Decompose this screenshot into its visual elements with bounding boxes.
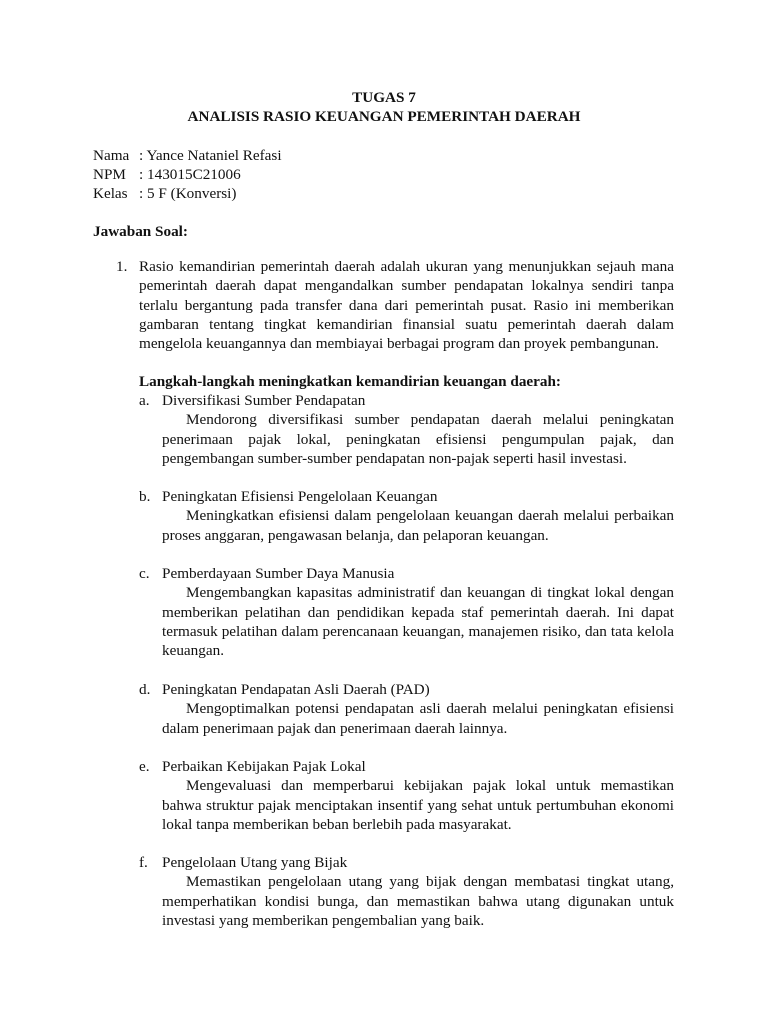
step-letter: b.: [139, 488, 151, 505]
step-title: Peningkatan Pendapatan Asli Daerah (PAD): [162, 681, 430, 698]
step-item-e: [139, 757, 674, 834]
step-title: Peningkatan Efisiensi Pengelolaan Keuangan: [162, 488, 438, 505]
answer-item-1: [117, 257, 674, 353]
step-description: Mengembangkan kapasitas administratif dan keuangan di tingkat lokal dengan memberikan pelatihan dan pendidikan kepada staf pemerintah daerah. Ini dapat termasuk pelatihan dalam perencanaan keuangan, manajemen risiko, dan tata kelola keuangan.: [162, 584, 674, 660]
step-description: Memastikan pengelolaan utang yang bijak dengan membatasi tingkat utang, memperhatikan kondisi bunga, dan memastikan bahwa utang digunakan untuk investasi yang memberikan pengembalian yang baik.: [162, 873, 674, 929]
step-item-c: [139, 564, 674, 660]
student-identity: [93, 146, 282, 203]
step-letter: f.: [139, 854, 148, 871]
step-item-a: [139, 391, 674, 468]
answer-paragraph: Rasio kemandirian pemerintah daerah adalah ukuran yang menunjukkan sejauh mana pemerintah daerah dapat mengandalkan sumber pendapatan lokalnya sendiri tanpa terlalu bergantung pada transfer dana dari pemerintah pusat. Rasio ini memberikan gambaran tentang tingkat kemandirian finansial suatu pemerintah daerah dalam mengelola keuangannya dan membiayai berbagai program dan proyek pembangunan.: [139, 258, 674, 353]
step-letter: a.: [139, 392, 150, 409]
step-description: Meningkatkan efisiensi dalam pengelolaan keuangan daerah melalui perbaikan proses anggaran, pengawasan belanja, dan pelaporan keuangan.: [162, 507, 674, 544]
identity-label: NPM: [93, 166, 126, 183]
step-item-b: [139, 487, 674, 545]
step-letter: e.: [139, 758, 150, 775]
step-description: Mendorong diversifikasi sumber pendapatan daerah melalui peningkatan penerimaan pajak lokal, peningkatan efisiensi pengumpulan pajak, dan pengembangan sumber-sumber pendapatan non-pajak seperti hasil investasi.: [162, 411, 674, 467]
step-description: Mengevaluasi dan memperbarui kebijakan pajak lokal untuk memastikan bahwa struktur pajak menciptakan insentif yang sehat untuk pertumbuhan ekonomi lokal tanpa memberikan beban berlebih pada masyarakat.: [162, 777, 674, 833]
step-title: Pengelolaan Utang yang Bijak: [162, 854, 348, 871]
identity-row-npm: [93, 165, 282, 184]
identity-label: Kelas: [93, 185, 128, 202]
step-title: Diversifikasi Sumber Pendapatan: [162, 392, 366, 409]
identity-row-class: [93, 184, 282, 203]
identity-value: : 5 F (Konversi): [139, 185, 237, 202]
answer-number: 1.: [116, 258, 128, 275]
step-title: Perbaikan Kebijakan Pajak Lokal: [162, 758, 366, 775]
identity-value: : Yance Nataniel Refasi: [139, 147, 282, 164]
step-title: Pemberdayaan Sumber Daya Manusia: [162, 565, 395, 582]
steps-heading: Langkah-langkah meningkatkan kemandirian keuangan daerah:: [139, 373, 561, 390]
step-letter: c.: [139, 565, 150, 582]
identity-value: : 143015C21006: [139, 166, 241, 183]
answer-heading: Jawaban Soal:: [93, 223, 188, 240]
step-letter: d.: [139, 681, 151, 698]
document-title: TUGAS 7: [352, 89, 416, 106]
step-item-d: [139, 680, 674, 738]
document-subtitle: ANALISIS RASIO KEUANGAN PEMERINTAH DAERAH: [187, 108, 581, 125]
identity-row-name: [93, 146, 282, 165]
step-description: Mengoptimalkan potensi pendapatan asli daerah melalui peningkatan efisiensi dalam penerimaan pajak dan penerimaan daerah lainnya.: [162, 700, 674, 737]
step-item-f: [139, 853, 674, 930]
identity-label: Nama: [93, 147, 130, 164]
